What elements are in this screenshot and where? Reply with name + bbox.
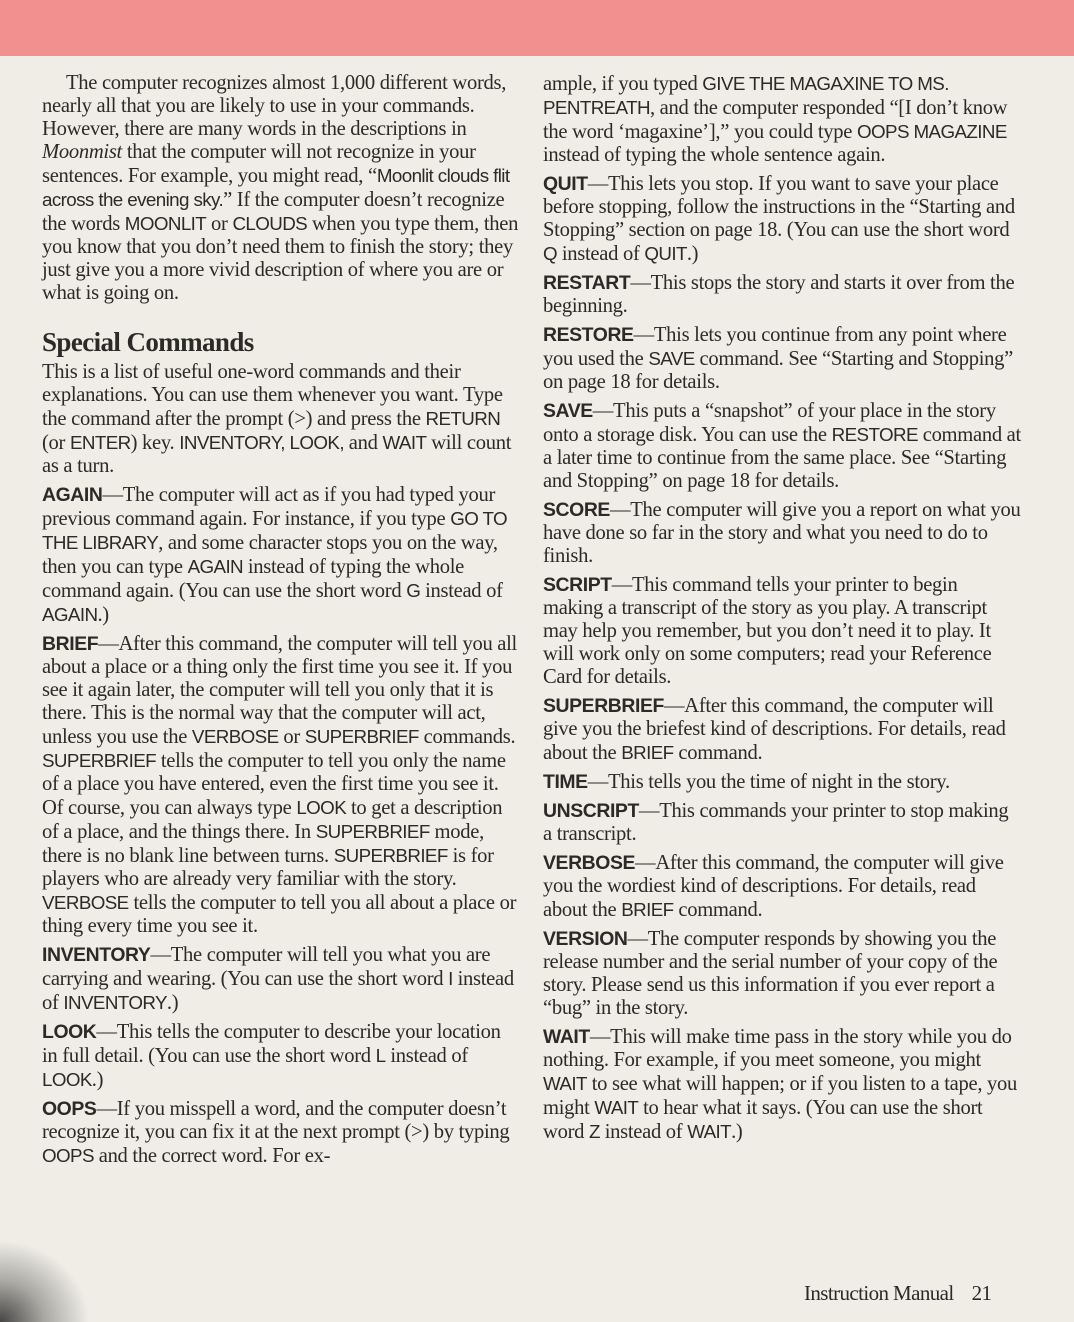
body-text: instead of xyxy=(420,580,503,602)
left-column xyxy=(42,72,520,1174)
command-entry-score xyxy=(543,499,1021,568)
body-text: or xyxy=(278,726,305,748)
command-entry-restore xyxy=(543,324,1021,394)
body-text: , and some character stops you on the way, then you can type xyxy=(42,532,498,578)
body-text: tells the computer to tell you all about a place or thing every time you see it. xyxy=(42,892,517,937)
body-text: is for players who are already very familiar with the story. xyxy=(42,845,494,890)
command-entry-version xyxy=(543,928,1021,1020)
body-text: mode, there is no blank line between turns. xyxy=(42,821,484,867)
typed-command-text: GO TO THE LIBRARY xyxy=(42,508,508,553)
command-entry-again xyxy=(42,484,520,627)
command-entry-save xyxy=(543,400,1021,493)
body-text: —This stops the story and starts it over from the beginning. xyxy=(543,272,1015,317)
body-text: —The computer responds by showing you the release number and the serial number of your copy of the story. Please send us this information if you ever report a “bug” in the story. xyxy=(543,928,998,1019)
body-text: command. xyxy=(673,742,763,764)
body-text: and the correct word. For ex- xyxy=(93,1145,331,1167)
typed-command-text: LOOK xyxy=(296,797,347,818)
typed-command-text: WAIT xyxy=(594,1097,639,1118)
page-corner-shadow xyxy=(0,1240,90,1322)
command-term: SAVE xyxy=(543,400,593,422)
body-text: —This command tells your printer to begin making a transcript of the story as you play. A transcript may help you remember, but you don’t need it to play. It will work only on some computers; read your Reference Card for details. xyxy=(543,574,992,688)
body-text: —This tells the computer to describe your location in full detail. (You can use the short word xyxy=(42,1021,501,1067)
body-text: .) xyxy=(97,604,109,626)
body-text: instead of xyxy=(42,968,514,1014)
typed-command-text: AGAIN xyxy=(42,604,98,625)
body-text: when you type them, then you know that you don’t need them to finish the story; they just give you a more vivid description of where you are or what is going on. xyxy=(42,213,519,304)
footer-label: Instruction Manual xyxy=(804,1281,954,1305)
command-term: RESTORE xyxy=(543,324,634,346)
typed-command-text: INVENTORY, LOOK, xyxy=(179,432,344,453)
body-text: —After this command, the computer will give you the briefest kind of descriptions. For details, read about the xyxy=(543,695,1006,764)
body-text: —This commands your printer to stop making a transcript. xyxy=(543,800,1009,845)
command-entry-inventory xyxy=(42,944,520,1015)
body-text: —The computer will tell you what you are carrying and wearing. (You can use the short word xyxy=(42,944,491,990)
typed-command-text: RETURN xyxy=(425,408,501,429)
body-text: —This lets you continue from any point where you used the xyxy=(543,324,1007,370)
top-color-band xyxy=(0,0,1074,56)
body-text: ample, if you typed xyxy=(543,73,703,95)
body-text: command at a later time to continue from the same place. See “Starting and Stopping” on page 18 for details. xyxy=(543,424,1021,492)
command-entry-brief xyxy=(42,633,520,938)
body-text: to hear what it says. (You can use the short word xyxy=(543,1097,983,1143)
typed-command-text: INVENTORY xyxy=(63,992,167,1013)
command-entry-script xyxy=(543,574,1021,689)
typed-command-text: Z xyxy=(588,1121,600,1142)
body-text: command. See “Starting and Stopping” on page 18 for details. xyxy=(543,348,1014,393)
body-text: .) xyxy=(91,1069,104,1091)
right-command-list xyxy=(543,173,1021,1144)
command-term: SUPERBRIEF xyxy=(543,695,664,717)
page-number: 21 xyxy=(971,1281,992,1305)
right-column xyxy=(543,72,1021,1150)
command-entry-wait xyxy=(543,1026,1021,1144)
typed-command-text: QUIT xyxy=(644,243,687,264)
command-term: QUIT xyxy=(543,173,588,195)
command-term: AGAIN xyxy=(42,484,103,506)
typed-command-text: G xyxy=(406,580,421,601)
body-text: will count as a turn. xyxy=(42,432,512,477)
typed-command-text: Q xyxy=(543,243,558,264)
body-text: —If you misspell a word, and the computer doesn’t recognize it, you can fix it at the next prompt (>) by typing xyxy=(42,1098,510,1143)
command-entry-oops xyxy=(42,1098,520,1168)
body-text: —This puts a “snapshot” of your place in the story onto a storage disk. You can use the xyxy=(543,400,996,446)
command-term: TIME xyxy=(543,771,588,793)
game-title: Moonmist xyxy=(42,141,122,163)
body-text: to see what will happen; or if you listen to a tape, you might xyxy=(543,1073,1018,1119)
command-entry-time xyxy=(543,771,1021,794)
typed-command-text: OOPS MAGAZINE xyxy=(857,121,1007,142)
command-entry-unscript xyxy=(543,800,1021,846)
command-term: WAIT xyxy=(543,1026,590,1048)
typed-command-text: CLOUDS xyxy=(232,213,308,234)
typed-command-text: WAIT xyxy=(382,432,427,453)
command-term: SCORE xyxy=(543,499,610,521)
typed-command-text: I xyxy=(448,968,453,989)
typed-command-text: SUPERBRIEF xyxy=(304,726,419,747)
command-term: LOOK xyxy=(42,1021,97,1043)
command-entry-superbrief xyxy=(543,695,1021,765)
typed-command-text: ENTER xyxy=(69,432,131,453)
body-text: —This tells you the time of night in the story. xyxy=(587,771,950,793)
body-text: —The computer will give you a report on what you have done so far in the story and what you need to do to finish. xyxy=(543,499,1021,567)
command-entry-restart xyxy=(543,272,1021,318)
body-text: —The computer will act as if you had typed your previous command again. For instance, if you type xyxy=(42,484,496,530)
body-text: The computer recognizes almost 1,000 different words, nearly all that you are likely to use in your commands. However, there are many words in the descriptions in xyxy=(42,72,507,140)
body-text: .) xyxy=(731,1121,743,1143)
typed-command-text: BRIEF xyxy=(621,899,674,920)
body-text: ” If the computer doesn’t recognize the words xyxy=(42,189,505,235)
body-text: This is a list of useful one-word commands and their explanations. You can use them whenever you want. Type the command after the prompt (>) and press the xyxy=(42,361,503,430)
typed-command-text: SAVE xyxy=(648,348,695,369)
body-text: .) xyxy=(166,992,179,1014)
typed-command-text: OOPS xyxy=(42,1145,94,1166)
command-term: VERBOSE xyxy=(543,852,636,874)
body-text: instead of xyxy=(385,1045,468,1067)
body-text: instead of xyxy=(557,243,645,265)
body-text: commands. xyxy=(418,726,516,748)
typed-command-text: WAIT xyxy=(543,1073,587,1094)
typed-command-text: GIVE THE MAGAXINE TO MS. PENTREATH xyxy=(543,73,949,118)
typed-command-text: SUPERBRIEF xyxy=(333,845,448,866)
body-text: instead of typing the whole command again. (You can use the short word xyxy=(42,556,464,602)
body-text: .) xyxy=(686,243,699,265)
typed-command-text: BRIEF xyxy=(621,742,674,763)
typed-command-text: AGAIN xyxy=(187,556,244,577)
typed-command-text: SUPERBRIEF xyxy=(315,821,430,842)
body-text: tells the computer to tell you only the name of a place you have entered, even the first time you see it. Of course, you can always type xyxy=(42,750,506,819)
typed-command-text: LOOK xyxy=(42,1069,92,1090)
intro-paragraph xyxy=(42,72,520,305)
command-entry-verbose xyxy=(543,852,1021,922)
typed-command-text: L xyxy=(375,1045,386,1066)
body-text: —This lets you stop. If you want to save your place before stopping, follow the instructions in the “Starting and Stopping” section on page 18. (You can use the short word xyxy=(543,173,1015,241)
body-text: , and the computer responded “[I don’t know the word ‘magaxine’],” you could type xyxy=(543,97,1008,143)
body-text: instead of typing the whole sentence again. xyxy=(543,144,886,166)
typed-command-text: WAIT xyxy=(687,1121,732,1142)
body-text: —After this command, the computer will give you the wordiest kind of descriptions. For details, read about the xyxy=(543,852,1004,921)
typed-command-text: VERBOSE xyxy=(191,726,279,747)
body-text: to get a description of a place, and the things there. In xyxy=(42,797,503,843)
body-text: or xyxy=(206,213,233,235)
body-text: that the computer will not recognize in your sentences. For example, you might read, “ xyxy=(42,141,476,187)
command-term: RESTART xyxy=(543,272,631,294)
body-text: —After this command, the computer will tell you all about a place or a thing only the first time you see it. If you see it again later, the computer will tell you only that it is there. This is the normal way that the computer will act, unless you use the xyxy=(42,633,517,748)
command-term: SCRIPT xyxy=(543,574,612,596)
page-footer xyxy=(804,1281,991,1306)
oops-continuation-paragraph xyxy=(543,72,1021,167)
typed-command-text: RESTORE xyxy=(831,424,918,445)
body-text: command. xyxy=(673,899,763,921)
body-text: and xyxy=(343,432,383,454)
command-term: INVENTORY xyxy=(42,944,151,966)
command-term: VERSION xyxy=(543,928,628,950)
body-text: instead of xyxy=(599,1121,688,1143)
left-command-list xyxy=(42,484,520,1168)
body-text: (or xyxy=(42,432,70,454)
body-text: —This will make time pass in the story while you do nothing. For example, if you meet someone, you might xyxy=(543,1026,1012,1071)
body-text: ) key. xyxy=(130,432,180,454)
command-entry-look xyxy=(42,1021,520,1092)
section-intro-paragraph xyxy=(42,361,520,478)
typed-command-text: VERBOSE xyxy=(42,892,129,913)
typed-command-text: Moonlit clouds flit across the evening sky. xyxy=(42,165,510,210)
command-term: BRIEF xyxy=(42,633,99,655)
typed-command-text: SUPERBRIEF xyxy=(42,750,157,771)
command-term: UNSCRIPT xyxy=(543,800,639,822)
typed-command-text: MOONLIT xyxy=(124,213,207,234)
command-entry-quit xyxy=(543,173,1021,266)
section-heading: Special Commands xyxy=(42,327,254,357)
command-term: OOPS xyxy=(42,1098,97,1120)
